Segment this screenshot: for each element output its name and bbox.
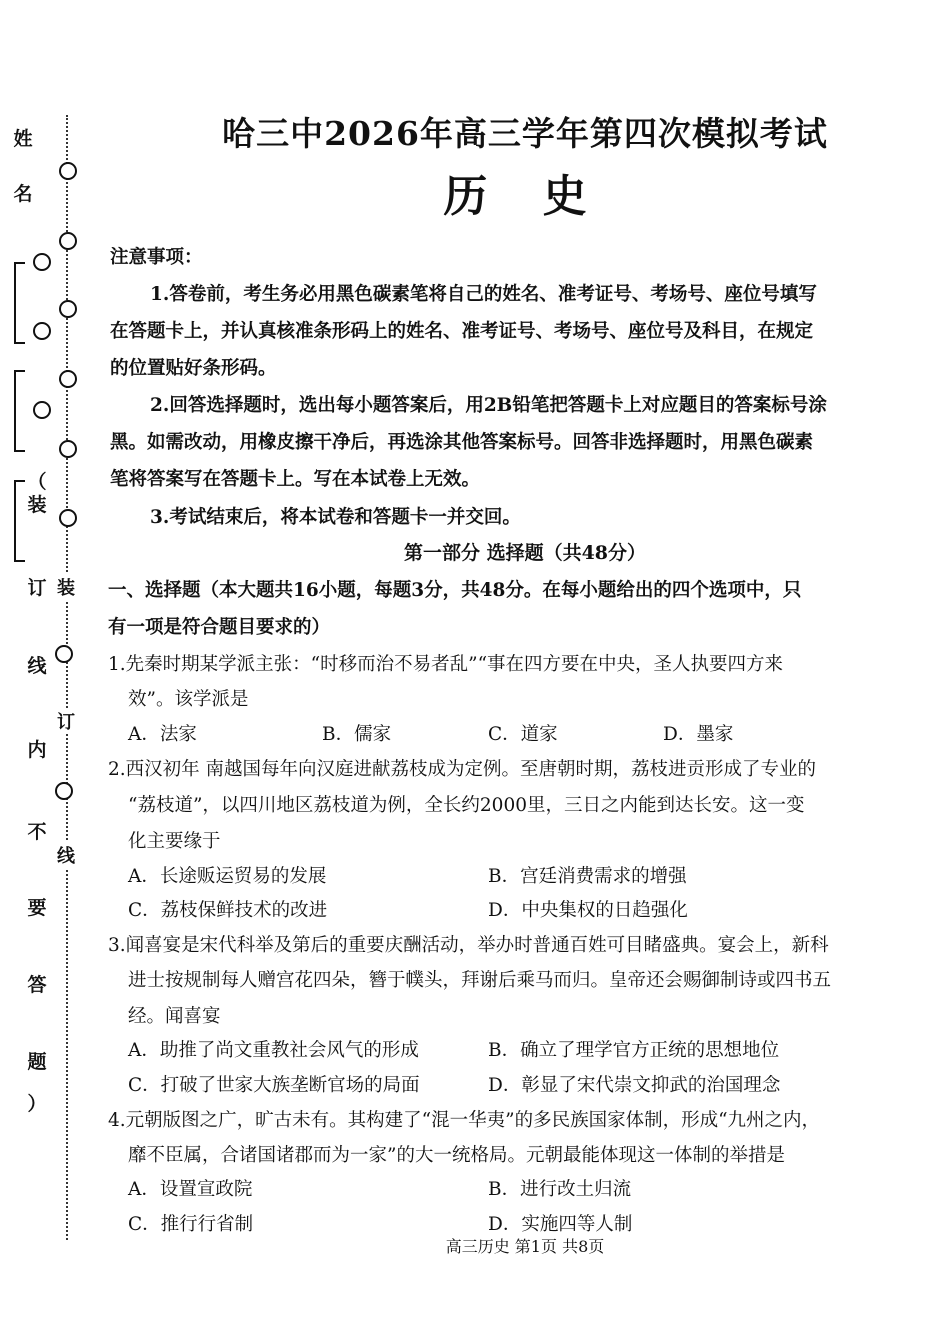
notice-line: 在答题卡上，并认真核准条形码上的姓名、准考证号、考场号、座位号及科目，在规定 [110,321,814,342]
binding-dotted-line [66,115,68,1240]
option-b: B．确立了理学官方正统的思想地位 [488,1040,780,1061]
notice-line: 的位置贴好条形码。 [110,358,277,379]
seal-char: 答 [27,974,47,996]
name-field-char-2: 名 [13,183,33,205]
page-footer: 高三历史 第1页 共8页 [445,1237,605,1256]
cut-line-char: 订 [55,708,77,734]
cut-line-char: 线 [55,842,77,868]
seal-char: 装 [27,494,47,516]
option-b: B．宫廷消费需求的增强 [488,866,687,887]
exam-title: 哈三中2026年高三学年第四次模拟考试 [222,114,828,153]
seal-char: （ [27,471,47,493]
notice-heading: 注意事项： [110,247,203,268]
seal-char: 题 [27,1051,47,1073]
option-d: D．墨家 [663,724,734,745]
question-stem: 进士按规制每人赠宫花四朵，簪于幞头，拜谢后乘马而归。皇帝还会赐御制诗或四书五 [128,970,832,991]
seal-char: ） [27,1093,47,1115]
binding-hole [59,509,77,527]
question-stem: 化主要缘于 [128,831,221,852]
question-stem: 经。闻喜宴 [128,1006,221,1027]
binding-hole [59,370,77,388]
option-a: A．法家 [128,724,197,745]
question-stem: 3.闻喜宴是宋代科举及第后的重要庆酬活动，举办时普通百姓可目睹盛典。宴会上，新科 [108,935,829,956]
option-c: C．打破了世家大族垄断官场的局面 [128,1075,420,1096]
option-c: C．推行行省制 [128,1214,254,1235]
binding-hole [55,645,73,663]
subject-title: 历 史 [443,171,607,222]
seal-char: 不 [27,821,47,843]
seal-char: 要 [27,897,47,919]
section-title: 第一部分 选择题（共48分） [403,542,647,564]
question-stem: 效”。该学派是 [128,689,249,710]
notice-line: 黑。如需改动，用橡皮擦干净后，再选涂其他答案标号。回答非选择题时，用黑色碳素 [110,432,814,453]
option-d: D．实施四等人制 [488,1214,633,1235]
option-b: B．儒家 [322,724,392,745]
notice-line: 2.回答选择题时，选出每小题答案后，用2B铅笔把答题卡上对应题目的答案标号涂 [150,395,827,416]
notice-line: 3.考试结束后，将本试卷和答题卡一并交回。 [150,507,521,528]
question-stem: 1.先秦时期某学派主张：“时移而治不易者乱”“事在四方要在中央，圣人执要四方来 [108,654,784,675]
cut-line-char: 装 [55,574,77,600]
option-d: D．中央集权的日趋强化 [488,900,688,921]
binding-hole [59,440,77,458]
binding-hole [59,232,77,250]
binding-hole [33,401,51,419]
section-instruction: 有一项是符合题目要求的） [108,617,331,638]
seal-char: 订 [27,577,47,599]
option-c: C．道家 [488,724,558,745]
name-field-char-1: 姓 [13,128,33,150]
section-instruction: 一、选择题（本大题共16小题，每题3分，共48分。在每小题给出的四个选项中，只 [108,580,802,601]
question-stem: 2.西汉初年 南越国每年向汉庭进献荔枝成为定例。至唐朝时期，荔枝进贡形成了专业的 [108,759,817,780]
question-stem: 靡不臣属，合诸国诸郡而为一家”的大一统格局。元朝最能体现这一体制的举措是 [128,1145,785,1166]
question-stem: “荔枝道”，以四川地区荔枝道为例，全长约2000里，三日之内能到达长安。这一变 [128,795,805,816]
question-stem: 4.元朝版图之广，旷古未有。其构建了“混一华夷”的多民族国家体制，形成“九州之内， [108,1110,821,1131]
option-b: B．进行改土归流 [488,1179,632,1200]
binding-hole [59,162,77,180]
field-bracket [14,262,25,344]
seal-char: 线 [27,655,47,677]
option-d: D．彰显了宋代崇文抑武的治国理念 [488,1075,781,1096]
notice-line: 笔将答案写在答题卡上。写在本试卷上无效。 [110,469,481,490]
option-a: A．设置宣政院 [128,1179,253,1200]
binding-hole [33,322,51,340]
seal-char: 内 [27,739,47,761]
binding-hole [59,300,77,318]
binding-hole [55,782,73,800]
notice-line: 1.答卷前，考生务必用黑色碳素笔将自己的姓名、准考证号、考场号、座位号填写 [150,284,817,305]
option-c: C．荔枝保鲜技术的改进 [128,900,328,921]
binding-hole [33,253,51,271]
option-a: A．助推了尚文重教社会风气的形成 [128,1040,419,1061]
field-bracket [14,370,25,452]
option-a: A．长途贩运贸易的发展 [128,866,327,887]
binding-margin [0,0,100,1344]
